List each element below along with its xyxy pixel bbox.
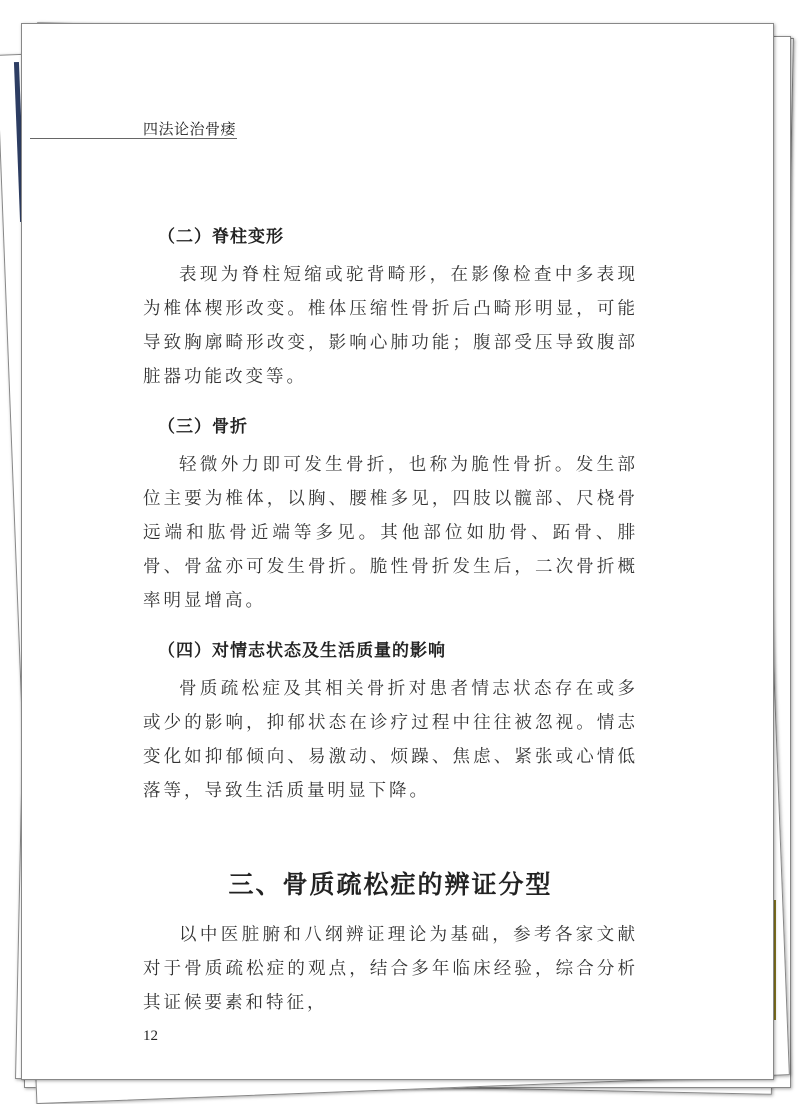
page-body xyxy=(143,224,638,1046)
paragraph: 表现为脊柱短缩或驼背畸形，在影像检查中多表现为椎体楔形改变。椎体压缩性骨折后凸畸形明显，可能导致胸廓畸形改变，影响心肺功能；腹部受压导致腹部脏器功能改变等。 xyxy=(143,265,638,387)
paragraph: 以中医脏腑和八纲辨证理论为基础，参考各家文献对于骨质疏松症的观点，结合多年临床经验，综合分析其证候要素和特征， xyxy=(143,925,638,1013)
running-header: 四法论治骨痿 xyxy=(143,120,237,138)
paragraph: 骨质疏松症及其相关骨折对患者情志状态存在或多或少的影响，抑郁状态在诊疗过程中往往被忽视。情志变化如抑郁倾向、易激动、烦躁、焦虑、紧张或心情低落等，导致生活质量明显下降。 xyxy=(143,679,638,801)
paragraph: 轻微外力即可发生骨折，也称为脆性骨折。发生部位主要为椎体，以胸、腰椎多见，四肢以髋部、尺桡骨远端和肱骨近端等多见。其他部位如肋骨、跖骨、腓骨、骨盆亦可发生骨折。脆性骨折发生后，二次骨折概率明显增高。 xyxy=(143,455,638,611)
section-heading: （二）脊柱变形 xyxy=(158,227,284,247)
page-number: 12 xyxy=(143,1028,158,1044)
header-rule xyxy=(30,138,237,139)
section-heading: （三）骨折 xyxy=(158,417,248,437)
section-heading: （四）对情志状态及生活质量的影响 xyxy=(158,641,446,661)
chapter-title: 三、骨质疏松症的辨证分型 xyxy=(228,870,553,899)
